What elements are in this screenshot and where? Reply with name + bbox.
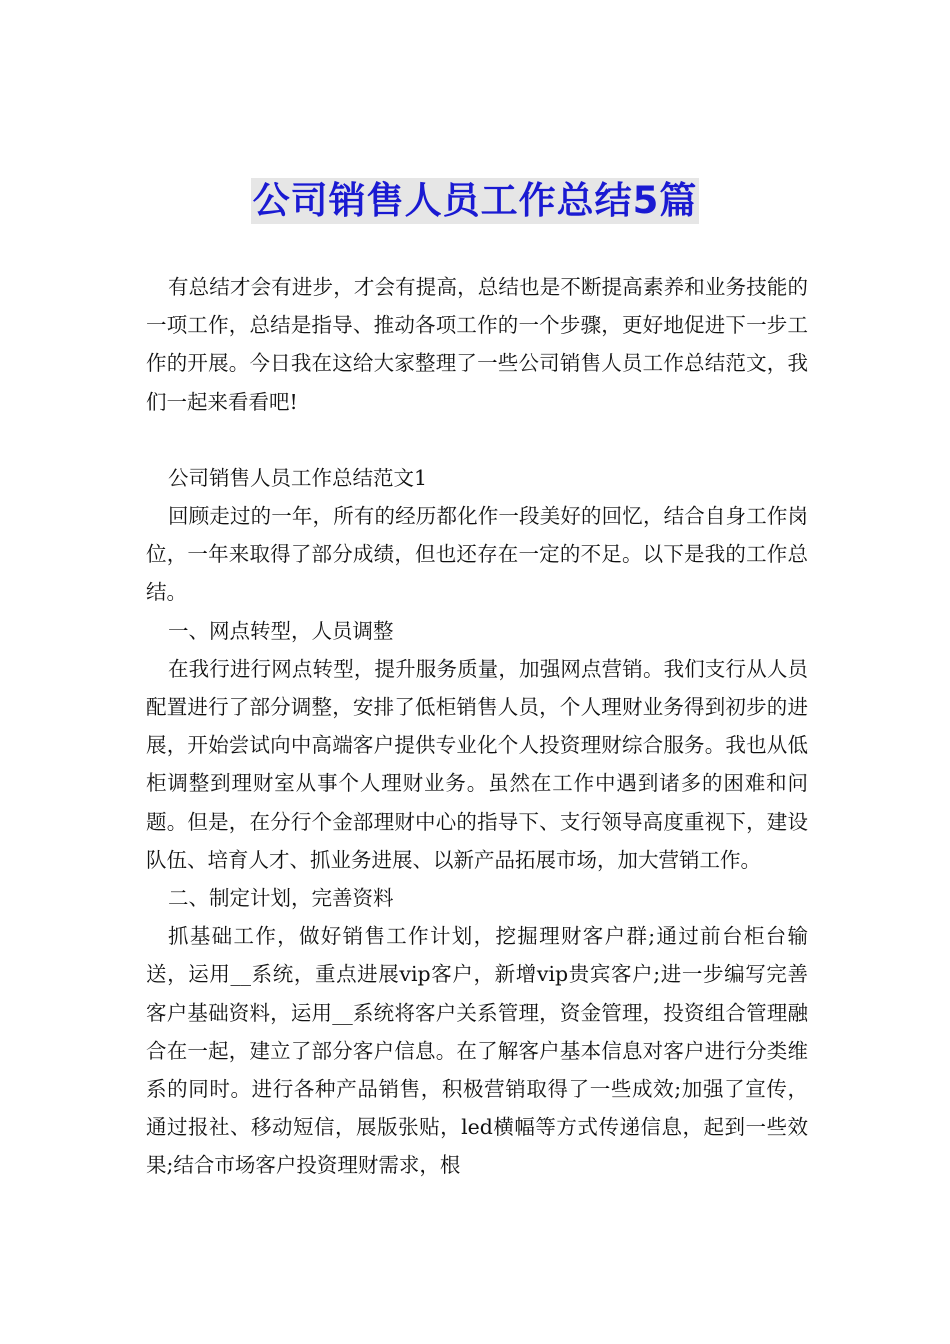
title-wrap [0, 178, 950, 224]
subsection-heading: 二、制定计划，完善资料 [168, 886, 394, 911]
intro-paragraph: 有总结才会有进步，才会有提高，总结也是不断提高素养和业务技能的一项工作，总结是指导、推动各项工作的一个步骤，更好地促进下一步工作的开展。今日我在这给大家整理了一些公司销售人员工作总结范文，我们一起来看看吧! [146, 275, 808, 414]
document-body [146, 268, 808, 1185]
subsection-heading: 一、网点转型，人员调整 [168, 618, 394, 643]
body-paragraph: 回顾走过的一年，所有的经历都化作一段美好的回忆，结合自身工作岗位，一年来取得了部分成绩，但也还存在一定的不足。以下是我的工作总结。 [146, 504, 808, 605]
document-title: 公司销售人员工作总结5篇 [252, 179, 698, 222]
section-heading: 公司销售人员工作总结范文1 [168, 465, 428, 490]
body-paragraph: 在我行进行网点转型，提升服务质量，加强网点营销。我们支行从人员配置进行了部分调整，安排了低柜销售人员，个人理财业务得到初步的进展，开始尝试向中高端客户提供专业化个人投资理财综合服务。我也从低柜调整到理财室从事个人理财业务。虽然在工作中遇到诸多的困难和问题。但是，在分行个金部理财中心的指导下、支行领导高度重视下，建设队伍、培育人才、抓业务进展、以新产品拓展市场，加大营销工作。 [146, 656, 808, 872]
body-paragraph: 抓基础工作，做好销售工作计划，挖掘理财客户群;通过前台柜台输送，运用__系统，重点进展vip客户，新增vip贵宾客户;进一步编写完善客户基础资料，运用__系统将客户关系管理，资金管理，投资组合管理融合在一起，建立了部分客户信息。在了解客户基本信息对客户进行分类维系的同时。进行各种产品销售，积极营销取得了一些成效;加强了宣传，通过报社、移动短信，展版张贴，led横幅等方式传递信息，起到一些效果;结合市场客户投资理财需求，根 [146, 924, 808, 1178]
